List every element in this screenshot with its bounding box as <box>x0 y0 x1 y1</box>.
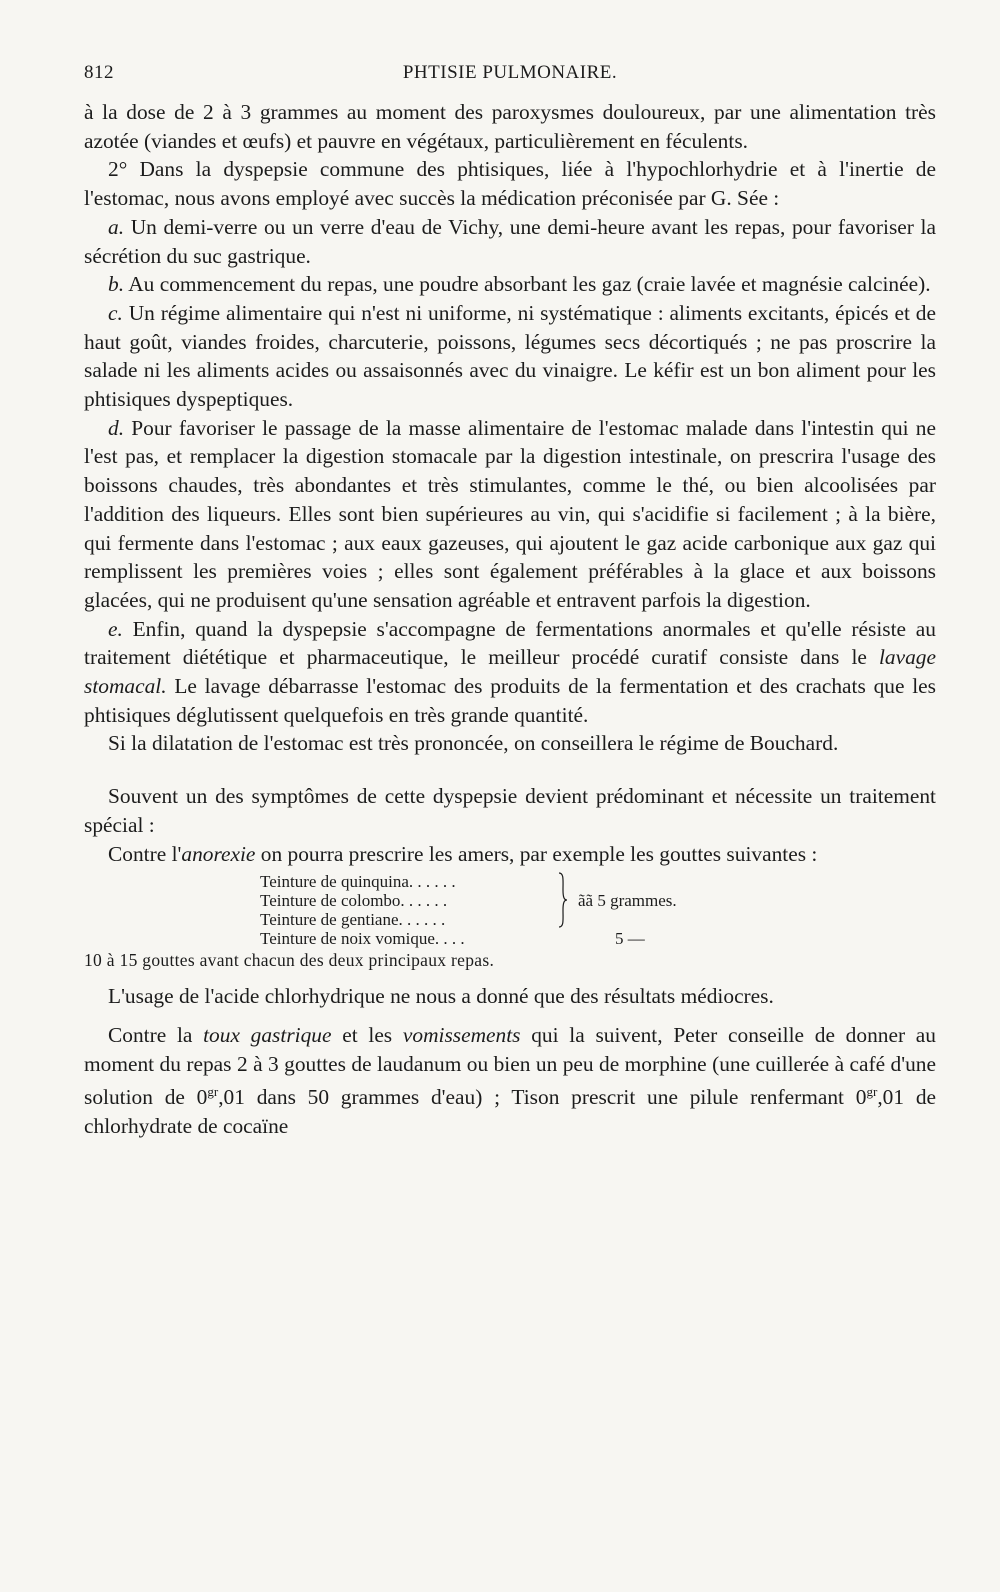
running-title: PHTISIE PULMONAIRE. <box>402 62 618 83</box>
paragraph-hydrochloric-acid: L'usage de l'acide chlorhydrique ne nous a donné que des résultats médiocres. <box>108 984 774 1009</box>
item-d: d. Pour favoriser le passage de la masse alimentaire de l'estomac malade dans l'intestin qui ne l'est pas, et remplacer la digestion stomacale par la digestion intestinale, on prescrira l'usage des boissons chaudes, très abondantes et très stimulantes, comme le thé, ou bien alcoolisées par l'addition des liqueurs. Elles sont bien supérieures au vin, qui s'acidifie si facilement ; à la bière, qui fermente dans l'estomac ; aux eaux gazeuses, qui ajoutent le gaz acide carbonique aux gaz qui remplissent les premières voies ; elles sont également préférables à la glace et aux boissons glacées, qui ne produisent qu'une sensation agréable et entravent parfois la digestion. <box>84 415 936 612</box>
item-letter: d. <box>108 415 125 440</box>
item-a: a. Un demi-verre ou un verre d'eau de Vichy, une demi-heure avant les repas, pour favoriser la sécrétion du suc gastrique. <box>84 214 936 268</box>
right-brace <box>558 872 568 928</box>
formula-row: Teinture de colombo. . . . . . <box>260 891 448 911</box>
item-b: b. Au commencement du repas, une poudre absorbant les gaz (craie lavée et magnésie calcinée). <box>108 272 931 297</box>
grouped-dose: ãã 5 grammes. <box>578 891 677 911</box>
item-letter: b. <box>108 272 125 297</box>
page-body <box>84 98 936 1141</box>
formula-row: Teinture de quinquina. . . . . . <box>260 872 456 892</box>
paragraph-anorexia: Contre l'anorexie on pourra prescrire les amers, par exemple les gouttes suivantes : <box>108 841 818 866</box>
item-c: c. Un régime alimentaire qui n'est ni uniforme, ni systématique : aliments excitants, épicés et de haut goût, viandes froides, charcuterie, poissons, légumes secs décortiqués ; ne pas proscrire la salade ni les aliments acides ou assaisonnés avec du vinaigre. Le kéfir est un bon aliment pour les phtisiques dyspeptiques. <box>84 300 936 412</box>
paragraph-common-dyspepsia: 2° Dans la dyspepsie commune des phtisiques, liée à l'hypochlorhydrie et à l'inertie de l'estomac, nous avons employé avec succès la médication préconisée par G. Sée : <box>84 157 936 211</box>
paragraph-continuation: à la dose de 2 à 3 grammes au moment des paroxysmes douloureux, par une alimentation très azotée (viandes et œufs) et pauvre en végétaux, particulièrement en féculents. <box>84 100 936 153</box>
page-number: 812 <box>84 62 114 83</box>
item-letter: a. <box>108 214 125 239</box>
single-dose: 5 — <box>615 929 645 949</box>
item-e: e. Enfin, quand la dyspepsie s'accompagne de fermentations anormales et qu'elle résiste au traitement diététique et pharmaceutique, le meilleur procédé curatif consiste dans le lavage stomacal. Le lavage débarrasse l'estomac des produits de la fermentation et des crachats que les phtisiques déglutissent quelquefois en très grande quantité. <box>84 616 936 727</box>
formula-row: Teinture de gentiane. . . . . . <box>260 910 446 930</box>
page-header <box>84 62 936 88</box>
paragraph-gastric-cough: Contre la toux gastrique et les vomissements qui la suivent, Peter conseille de donner au moment du repas 2 à 3 gouttes de laudanum ou bien un peu de morphine (une cuillerée à café d'une solution de $0^{gr},01$ dans 50 grammes d'eau) ; Tison prescrit une pilule renfermant $0^{gr},01$ de chlorhydrate de cocaïne <box>84 1022 937 1139</box>
item-letter: e. <box>108 616 123 641</box>
item-letter: c. <box>108 300 123 325</box>
paragraph-symptoms: Souvent un des symptômes de cette dyspepsie devient prédominant et nécessite un traitement spécial : <box>84 784 936 837</box>
formula-row: Teinture de noix vomique. . . . <box>260 929 465 949</box>
prescription-formula <box>260 872 936 948</box>
posology: 10 à 15 gouttes avant chacun des deux principaux repas. <box>84 950 495 971</box>
paragraph-dilatation: Si la dilatation de l'estomac est très prononcée, on conseillera le régime de Bouchard. <box>108 731 839 756</box>
